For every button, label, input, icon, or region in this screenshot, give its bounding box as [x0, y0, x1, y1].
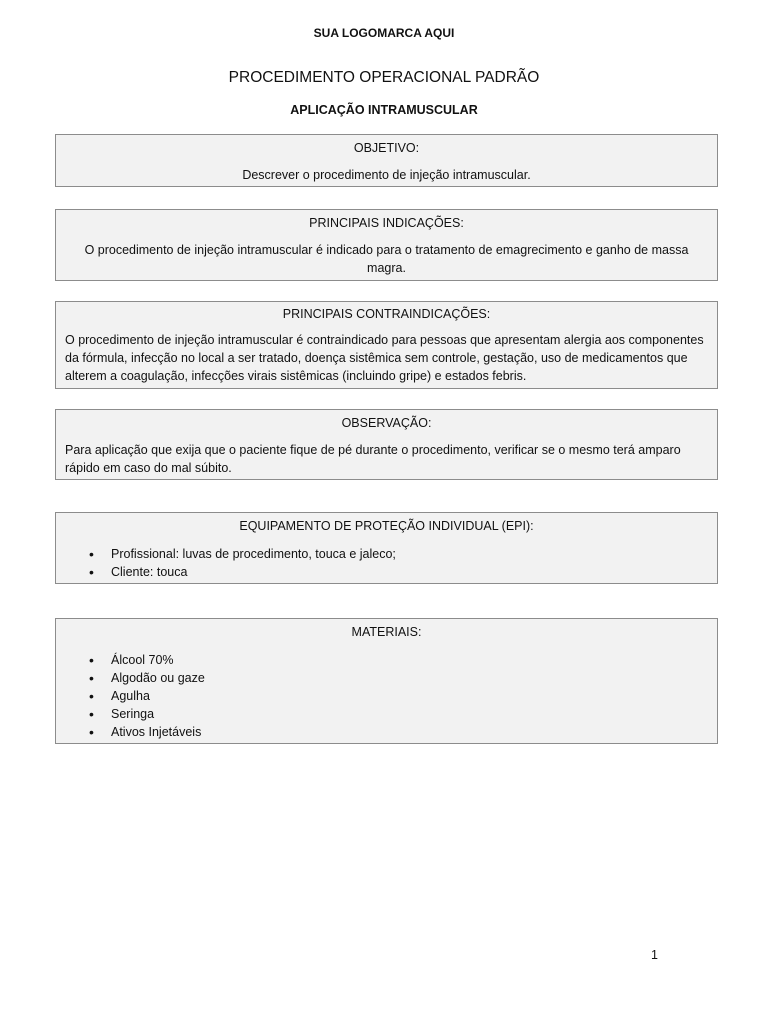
- section-heading: PRINCIPAIS INDICAÇÕES:: [309, 216, 464, 230]
- section-contraindicacoes: [55, 301, 718, 389]
- list-item: • Profissional: luvas de procedimento, touca e jaleco;: [65, 545, 708, 563]
- list-item: • Álcool 70%: [65, 651, 708, 669]
- section-text: O procedimento de injeção intramuscular é contraindicado para pessoas que apresentam alergia aos componentes da fórmula, infecção no local a ser tratado, doença sistêmica sem controle, gestação, uso de medicamentos que alterem a coagulação, infecções virais sistêmicas (incluindo gripe) e estados febris.: [65, 333, 704, 383]
- list-item: • Algodão ou gaze: [65, 669, 708, 687]
- section-heading: MATERIAIS:: [351, 625, 422, 639]
- page-number: 1: [651, 948, 658, 962]
- epi-list: [65, 545, 708, 581]
- section-objetivo: [55, 134, 718, 187]
- section-observacao: [55, 409, 718, 480]
- section-heading: PRINCIPAIS CONTRAINDICAÇÕES:: [282, 307, 491, 321]
- list-item: • Seringa: [65, 705, 708, 723]
- document-subtitle: APLICAÇÃO INTRAMUSCULAR: [290, 103, 478, 117]
- section-text: O procedimento de injeção intramuscular é indicado para o tratamento de emagrecimento e ganho de massa magra.: [84, 243, 689, 275]
- materials-list: [65, 651, 708, 741]
- logo-placeholder-text: SUA LOGOMARCA AQUI: [313, 26, 455, 40]
- section-materiais: [55, 618, 718, 744]
- document-title: PROCEDIMENTO OPERACIONAL PADRÃO: [228, 69, 540, 86]
- section-epi: [55, 512, 718, 584]
- list-item: • Ativos Injetáveis: [65, 723, 708, 741]
- section-text: Descrever o procedimento de injeção intramuscular.: [242, 168, 531, 182]
- section-text: Para aplicação que exija que o paciente fique de pé durante o procedimento, verificar se o mesmo terá amparo rápido em caso do mal súbito.: [65, 443, 681, 475]
- section-indicacoes: [55, 209, 718, 281]
- list-item: • Cliente: touca: [65, 563, 708, 581]
- section-heading: OBJETIVO:: [353, 141, 420, 155]
- section-heading: OBSERVAÇÃO:: [341, 416, 432, 430]
- section-heading: EQUIPAMENTO DE PROTEÇÃO INDIVIDUAL (EPI):: [239, 519, 534, 533]
- list-item: • Agulha: [65, 687, 708, 705]
